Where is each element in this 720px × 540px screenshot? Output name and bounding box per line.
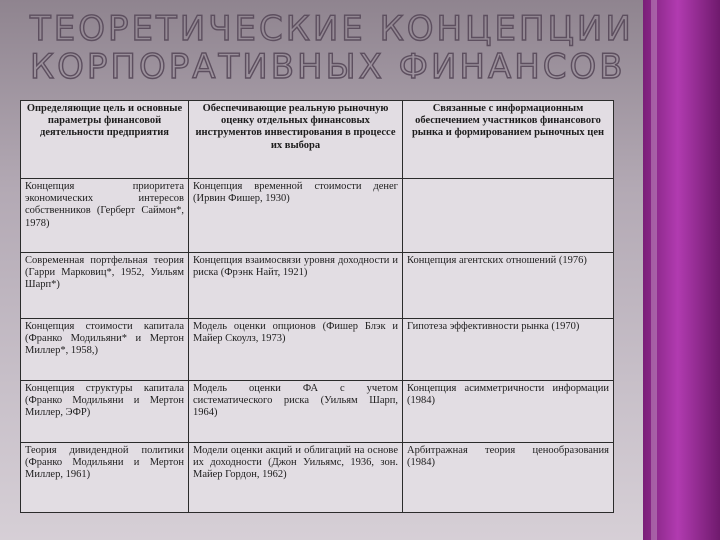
table-cell: Концепция агентских отношений (1976) (403, 253, 614, 319)
table-cell: Концепция временной стоимости денег (Ирвин Фишер, 1930) (189, 179, 403, 253)
table-cell: Модели оценки акций и облигаций на основе их доходности (Джон Уильямс, 1936, зон. Майер Гордон, 1962) (189, 443, 403, 513)
table-cell: Модель оценки опционов (Фишер Блэк и Майер Скоулз, 1973) (189, 319, 403, 381)
table-row (21, 253, 614, 319)
table-header-row (21, 101, 614, 179)
header-cell: Связанные с информационным обеспечением участников финансового рынка и формированием рыночных цен (403, 101, 614, 179)
header-cell: Определяющие цель и основные параметры финансовой деятельности предприятия (21, 101, 189, 179)
table-cell: Концепция приоритета экономических интересов собственников (Герберт Саймон*, 1978) (21, 179, 189, 253)
decorative-side-band (643, 0, 720, 540)
slide-title (30, 9, 634, 87)
table-cell: Концепция структуры капитала (Франко Модильяни и Мертон Миллер, ЭФР) (21, 381, 189, 443)
table-cell: Современная портфельная теория (Гарри Марковиц*, 1952, Уильям Шарп*) (21, 253, 189, 319)
table-cell: Концепция стоимости капитала (Франко Модильяни* и Мертон Миллер*, 1958,) (21, 319, 189, 381)
concepts-table (20, 100, 614, 513)
table-cell: Модель оценки ФА с учетом систематического риска (Уильям Шарп, 1964) (189, 381, 403, 443)
table-cell (403, 179, 614, 253)
header-cell: Обеспечивающие реальную рыночную оценку отдельных финансовых инструментов инвестирования в процессе их выбора (189, 101, 403, 179)
table-cell: Гипотеза эффективности рынка (1970) (403, 319, 614, 381)
table-cell: Концепция взаимосвязи уровня доходности и риска (Фрэнк Найт, 1921) (189, 253, 403, 319)
table-row (21, 381, 614, 443)
table-cell: Концепция асимметричности информации (1984) (403, 381, 614, 443)
table-cell: Теория дивидендной политики (Франко Модильяни и Мертон Миллер, 1961) (21, 443, 189, 513)
table-cell: Арбитражная теория ценообразования (1984) (403, 443, 614, 513)
slide-title-line-2: КОРПОРАТИВНЫХ ФИНАНСОВ (30, 47, 626, 87)
table-row (21, 179, 614, 253)
table-row (21, 443, 614, 513)
slide-title-line-1: ТЕОРЕТИЧЕСКИЕ КОНЦЕПЦИИ (30, 9, 634, 49)
table-row (21, 319, 614, 381)
